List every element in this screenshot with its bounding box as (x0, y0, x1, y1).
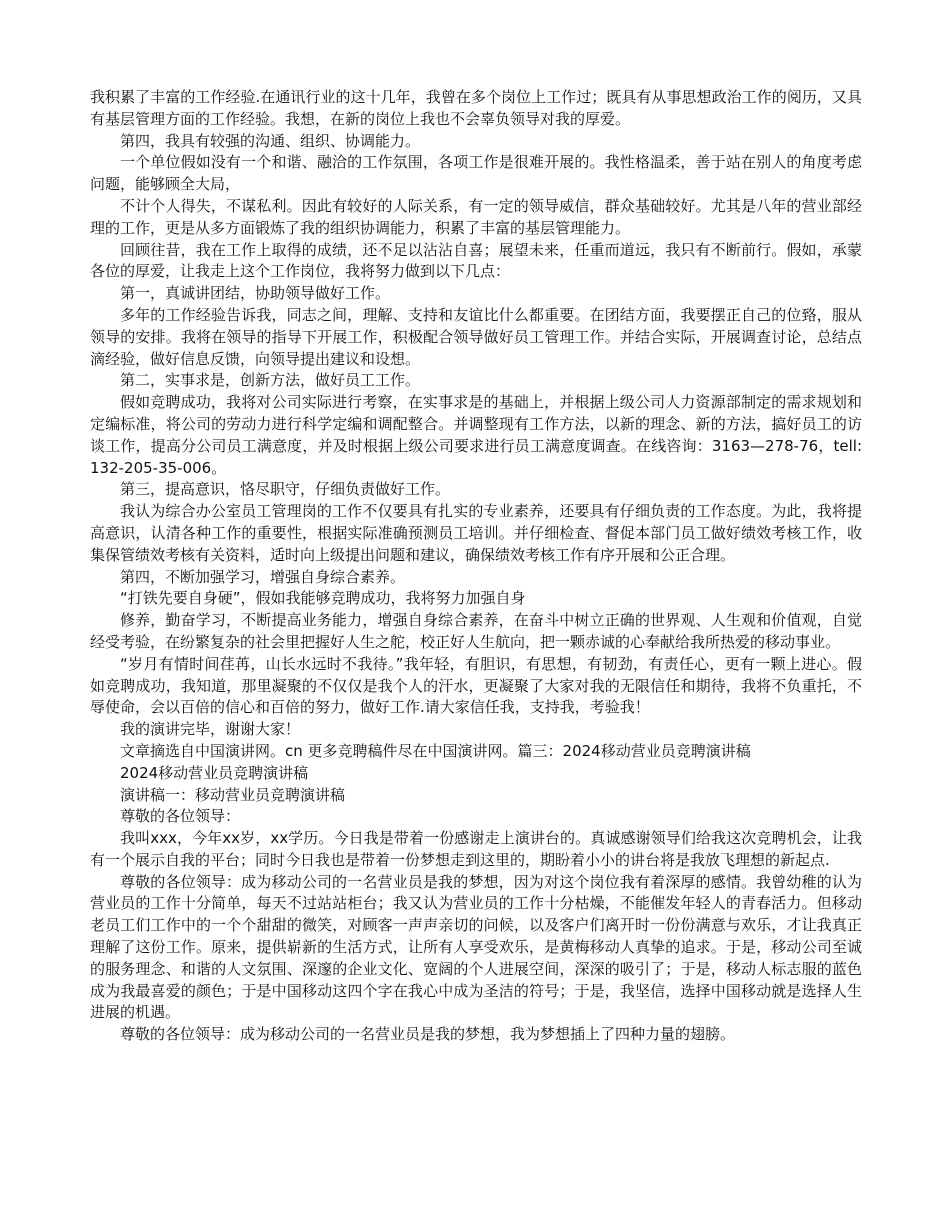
paragraph: 尊敬的各位领导：成为移动公司的一名营业员是我的梦想，因为对这个岗位我有着深厚的感情。我曾幼稚的认为营业员的工作十分简单，每天不过站站柜台；我又认为营业员的工作十分枯燥，不能催发年轻人的青春活力。但移动老员工们工作中的一个个甜甜的微笑，对顾客一声声亲切的问候，以及客户们离开时一份份满意与欢乐，才让我真正理解了这份工作。原来，提供崭新的生活方式，让所有人享受欢乐，是黄梅移动人真挚的追求。于是，移动公司至诚的服务理念、和谐的人文氛围、深邃的企业文化、宽阔的个人进展空间，深深的吸引了；于是，移动人标志服的蓝色成为我最喜爱的颜色；于是中国移动这四个字在我心中成为圣洁的符号；于是，我坚信，选择中国移动就是选择人生进展的机遇。 (90, 872, 862, 1022)
document-body (90, 87, 862, 1046)
paragraph: 我认为综合办公室员工管理岗的工作不仅要具有扎实的专业素养，还要具有仔细负责的工作态度。为此，我将提高意识，认清各种工作的重要性，根据实际准确预测员工培训。并仔细检查、督促本部门员工做好绩效考核工作，收集保管绩效考核有关资料，适时向上级提出问题和建议，确保绩效考核工作有序开展和公正合理。 (90, 502, 862, 564)
paragraph: 第四，我具有较强的沟通、组织、协调能力。 (120, 131, 421, 150)
paragraph: 第四，不断加强学习，增强自身综合素养。 (120, 567, 406, 586)
paragraph: 修养，勤奋学习，不断提高业务能力，增强自身综合素养，在奋斗中树立正确的世界观、人生观和价值观，自觉经受考验，在纷繁复杂的社会里把握好人生之舵，校正好人生航向，把一颗赤诚的心奉献给我所热爱的移动事业。 (90, 611, 862, 651)
paragraph: 尊敬的各位领导：成为移动公司的一名营业员是我的梦想，我为梦想插上了四种力量的翅膀。 (120, 1025, 736, 1044)
paragraph: “打铁先要自身硬”，假如我能够竞聘成功，我将努力加强自身 (120, 589, 526, 608)
paragraph: 不计个人得失，不谋私利。因此有较好的人际关系，有一定的领导威信，群众基础较好。尤其是八年的营业部经理的工作，更是从多方面锻炼了我的组织协调能力，积累了丰富的基层管理能力。 (90, 196, 862, 237)
paragraph: 文章摘选自中国演讲网。cn 更多竞聘稿件尽在中国演讲网。篇三：2024移动营业员竞聘演讲稿 (120, 741, 751, 760)
paragraph: 第一，真诚讲团结，协助领导做好工作。 (120, 284, 391, 303)
paragraph: 演讲稿一：移动营业员竞聘演讲稿 (120, 785, 346, 804)
paragraph: 尊敬的各位领导： (120, 807, 241, 826)
paragraph: 假如竞聘成功，我将对公司实际进行考察，在实事求是的基础上，并根据上级公司人力资源部制定的需求规划和定编标准，将公司的劳动力进行科学定编和调配整合。并调整现有工作方法，以新的理念、新的方法，搞好员工的访谈工作，提高分公司员工满意度，并及时根据上级公司要求进行员工满意度调查。在线咨询：3163—278-76，tell:132-205-35-006。 (90, 393, 862, 477)
paragraph: 回顾往昔，我在工作上取得的成绩，还不足以沾沾自喜；展望未来，任重而道远，我只有不断前行。假如，承蒙各位的厚爱，让我走上这个工作岗位，我将努力做到以下几点： (90, 240, 862, 281)
paragraph: 多年的工作经验告诉我，同志之间，理解、支持和友谊比什么都重要。在团结方面，我要摆正自己的位臵，服从领导的安排。我将在领导的指导下开展工作，积极配合领导做好员工管理工作。并结合实际，开展调查讨论，总结点滴经验，做好信息反馈，向领导提出建议和设想。 (90, 305, 862, 368)
paragraph: 2024移动营业员竞聘演讲稿 (120, 763, 309, 782)
paragraph: 第二，实事求是，创新方法，做好员工工作。 (120, 371, 421, 390)
paragraph: 我的演讲完毕，谢谢大家！ (120, 720, 301, 739)
paragraph: 一个单位假如没有一个和谐、融洽的工作氛围，各项工作是很难开展的。我性格温柔，善于站在别人的角度考虑问题，能够顾全大局， (90, 153, 862, 194)
paragraph: 我积累了丰富的工作经验.在通讯行业的这十几年，我曾在多个岗位上工作过；既具有从事思想政治工作的阅历，又具有基层管理方面的工作经验。我想，在新的岗位上我也不会辜负领导对我的厚爱。 (90, 88, 862, 128)
paragraph: “岁月有情时间荏苒，山长水远时不我待。”我年轻，有胆识，有思想，有韧劲，有责任心，更有一颗上进心。假如竞聘成功，我知道，那里凝聚的不仅仅是我个人的汗水，更凝聚了大家对我的无限信任和期待，我将不负重托，不辱使命，会以百倍的信心和百倍的努力，做好工作.请大家信任我，支持我，考验我！ (90, 654, 862, 717)
paragraph: 我叫xxx，今年xx岁，xx学历。今日我是带着一份感谢走上演讲台的。真诚感谢领导们给我这次竞聘机会，让我有一个展示自我的平台；同时今日我也是带着一份梦想走到这里的，期盼着小小的讲台将是我放飞理想的新起点. (90, 829, 862, 869)
paragraph: 第三，提高意识，恪尽职守，仔细负责做好工作。 (120, 480, 451, 499)
